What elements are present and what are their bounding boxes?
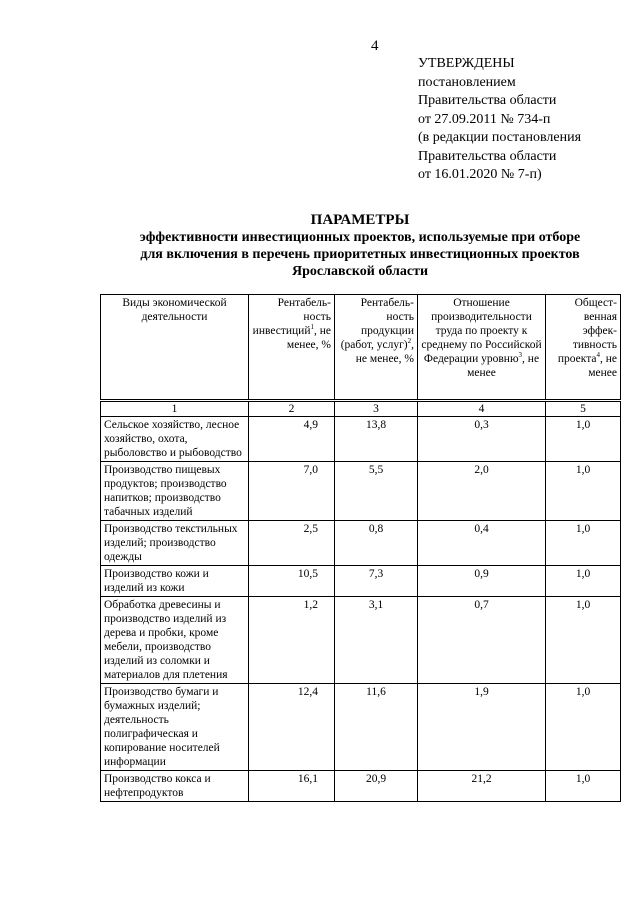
investment-return-value: 16,1 xyxy=(249,771,335,802)
product-return-value: 7,3 xyxy=(335,566,418,597)
header-productivity-ratio-text: Отношение производительности труда по проекту к среднему по Российской Федерации уровню xyxy=(421,297,542,365)
product-return-value: 20,9 xyxy=(335,771,418,802)
public-efficiency-value: 1,0 xyxy=(546,566,621,597)
header-productivity-ratio xyxy=(418,295,546,401)
public-efficiency-value: 1,0 xyxy=(546,521,621,566)
table-row xyxy=(101,597,621,684)
footnote-marker: 1 xyxy=(310,323,314,332)
header-product-return-text: Рентабель-ность продукции (работ, услуг) xyxy=(340,297,414,351)
product-return-value: 11,6 xyxy=(335,684,418,771)
header-activity: Виды экономической деятельности xyxy=(101,295,249,401)
productivity-ratio-value: 1,9 xyxy=(418,684,546,771)
productivity-ratio-value: 0,7 xyxy=(418,597,546,684)
investment-return-value: 2,5 xyxy=(249,521,335,566)
activity-name: Производство кокса и нефтепродуктов xyxy=(101,771,249,802)
public-efficiency-value: 1,0 xyxy=(546,771,621,802)
activity-name: Производство кожи и изделий из кожи xyxy=(101,566,249,597)
productivity-ratio-value: 0,3 xyxy=(418,417,546,462)
approval-line: от 27.09.2011 № 734-п xyxy=(418,111,551,127)
product-return-value: 13,8 xyxy=(335,417,418,462)
document-title xyxy=(100,212,620,280)
title-heading: ПАРАМЕТРЫ xyxy=(310,212,410,228)
table-row xyxy=(101,566,621,597)
public-efficiency-value: 1,0 xyxy=(546,462,621,521)
productivity-ratio-value: 0,9 xyxy=(418,566,546,597)
investment-return-value: 7,0 xyxy=(249,462,335,521)
activity-name: Обработка древесины и производство изделий из дерева и пробки, кроме мебели, производство изделий из соломки и материалов для плетения xyxy=(101,597,249,684)
approval-line: УТВЕРЖДЕНЫ xyxy=(418,56,515,71)
activity-name: Производство бумаги и бумажных изделий; деятельность полиграфическая и копирование носителей информации xyxy=(101,684,249,771)
column-number: 4 xyxy=(418,401,546,417)
header-public-efficiency xyxy=(546,295,621,401)
header-product-return xyxy=(335,295,418,401)
productivity-ratio-value: 21,2 xyxy=(418,771,546,802)
product-return-value: 0,8 xyxy=(335,521,418,566)
header-investment-return-text: Рентабель-ность инвестиций xyxy=(252,297,331,337)
header-investment-return-tail: , не менее, % xyxy=(286,325,331,351)
product-return-value: 5,5 xyxy=(335,462,418,521)
public-efficiency-value: 1,0 xyxy=(546,417,621,462)
table-row xyxy=(101,521,621,566)
table-header-row xyxy=(101,295,621,401)
investment-return-value: 10,5 xyxy=(249,566,335,597)
approval-line: Правительства области xyxy=(418,148,557,164)
header-productivity-ratio-tail: , не менее xyxy=(467,353,540,379)
investment-return-value: 12,4 xyxy=(249,684,335,771)
header-product-return-tail: , не менее, % xyxy=(355,339,414,365)
productivity-ratio-value: 0,4 xyxy=(418,521,546,566)
approval-line: (в редакции постановления xyxy=(418,130,582,145)
title-subline: Ярославской области xyxy=(291,264,429,279)
footnote-marker: 4 xyxy=(596,351,600,360)
title-subline: эффективности инвестиционных проектов, используемые при отборе xyxy=(139,230,581,245)
public-efficiency-value: 1,0 xyxy=(546,597,621,684)
footnote-marker: 2 xyxy=(407,337,412,346)
activity-name: Производство пищевых продуктов; производство напитков; производство табачных изделий xyxy=(101,462,249,521)
title-subline: для включения в перечень приоритетных инвестиционных проектов xyxy=(140,247,580,262)
approval-line: постановлением xyxy=(418,74,516,90)
column-number: 5 xyxy=(546,401,621,417)
parameters-table xyxy=(100,294,621,802)
header-investment-return xyxy=(249,295,335,401)
column-number: 1 xyxy=(101,401,249,417)
header-public-efficiency-text: Общест-венная эффек-тивность проекта xyxy=(557,297,617,365)
approval-line: Правительства области xyxy=(418,93,557,108)
column-number: 2 xyxy=(249,401,335,417)
public-efficiency-value: 1,0 xyxy=(546,684,621,771)
table-row xyxy=(101,684,621,771)
product-return-value: 3,1 xyxy=(335,597,418,684)
column-number-row xyxy=(101,401,621,417)
investment-return-value: 4,9 xyxy=(249,417,335,462)
activity-name: Сельское хозяйство, лесное хозяйство, охота, рыболовство и рыбоводство xyxy=(101,417,249,462)
table-row xyxy=(101,417,621,462)
approval-line: от 16.01.2020 № 7-п) xyxy=(418,167,542,182)
column-number: 3 xyxy=(335,401,418,417)
activity-name: Производство текстильных изделий; производство одежды xyxy=(101,521,249,566)
header-public-efficiency-tail: , не менее xyxy=(588,353,617,379)
investment-return-value: 1,2 xyxy=(249,597,335,684)
page-number: 4 xyxy=(371,38,379,54)
footnote-marker: 3 xyxy=(518,351,523,360)
table-row xyxy=(101,771,621,802)
approval-stamp xyxy=(418,55,581,185)
productivity-ratio-value: 2,0 xyxy=(418,462,546,521)
table-row xyxy=(101,462,621,521)
